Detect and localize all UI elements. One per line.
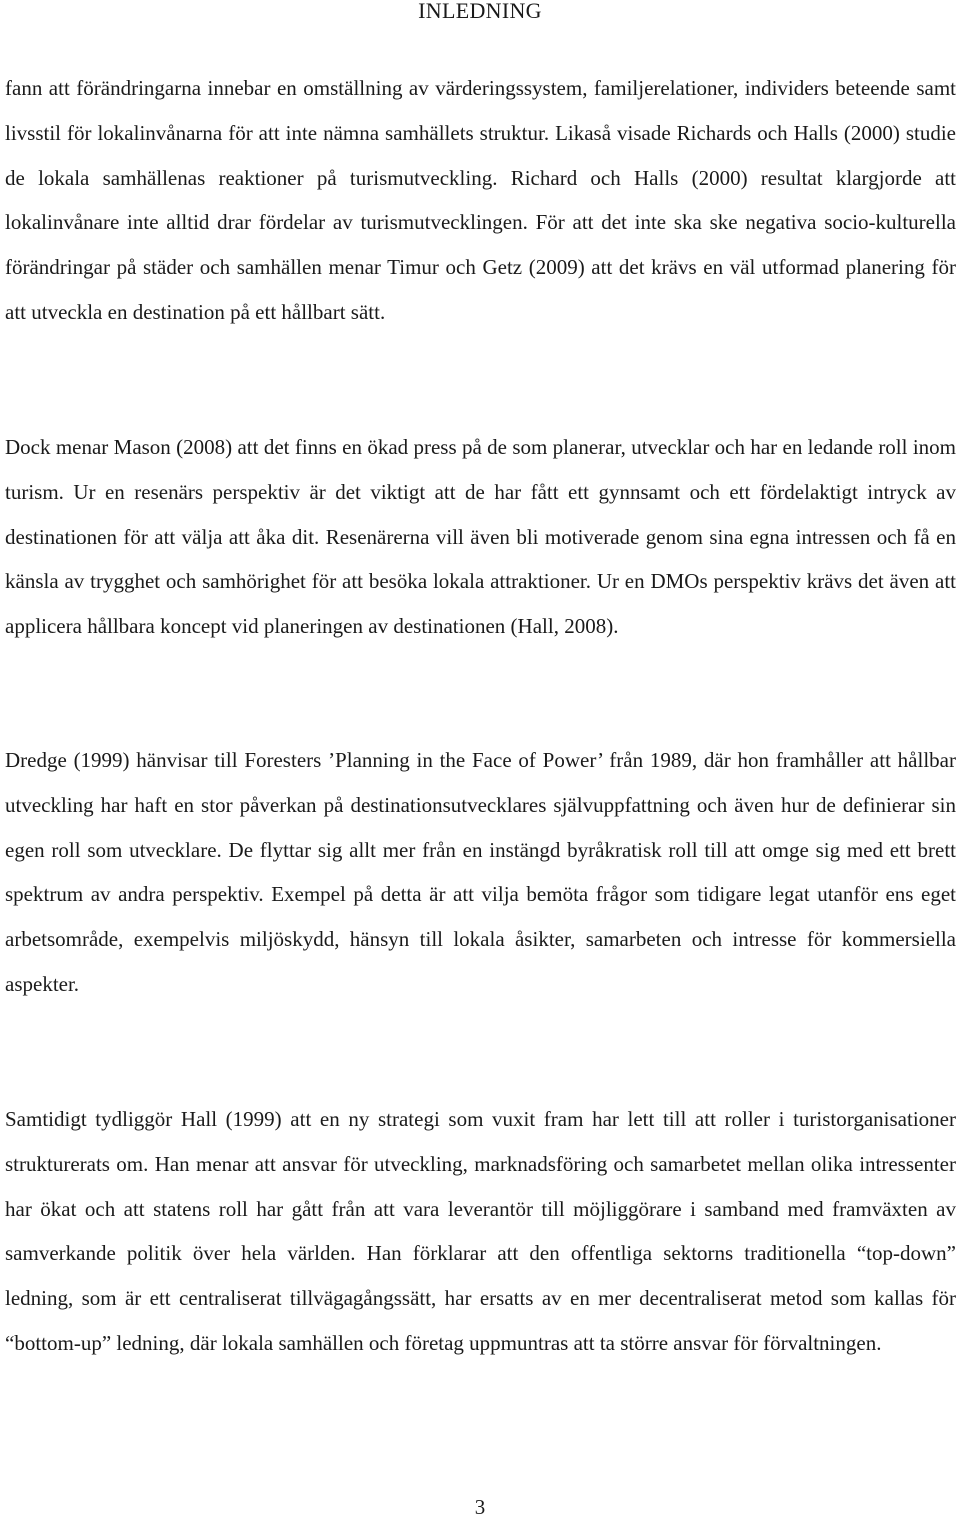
body-paragraph: Samtidigt tydliggör Hall (1999) att en ny strategi som vuxit fram har lett till att roller i turistorganisationer strukturerats om. Han menar att ansvar för utveckling, marknadsföring och samarbetet mellan olika intressenter har ökat och att statens roll har gått från att vara leverantör till möjliggörare i samband med framväxten av samverkande politik över hela världen. Han förklarar att den offentliga sektorns traditionella “top-down” ledning, som är ett centraliserat tillvägagångssätt, har ersatts av en mer decentraliserat metod som kallas för “bottom-up” ledning, där lokala samhällen och företag uppmuntras att ta större ansvar för förvaltningen. <box>5 1107 956 1355</box>
page-header: INLEDNING <box>418 0 542 23</box>
body-paragraph: Dredge (1999) hänvisar till Foresters ’Planning in the Face of Power’ från 1989, där hon framhåller att hållbar utveckling har haft en stor påverkan på destinationsutvecklares självuppfattning och även hur de definierar sin egen roll som utvecklare. De flyttar sig allt mer från en instängd byråkratisk roll till att omge sig med ett brett spektrum av andra perspektiv. Exempel på detta är att vilja bemöta frågor som tidigare legat utanför ens eget arbetsområde, exempelvis miljöskydd, hänsyn till lokala åsikter, samarbeten och intresse för kommersiella aspekter. <box>5 748 956 996</box>
body-paragraph: fann att förändringarna innebar en omställning av värderingssystem, familjerelationer, individers beteende samt livsstil för lokalinvånarna för att inte nämna samhällets struktur. Likaså visade Richards och Halls (2000) studie de lokala samhällenas reaktioner på turismutveckling. Richard och Halls (2000) resultat klargjorde att lokalinvånare inte alltid drar fördelar av turismutvecklingen. För att det inte ska ske negativa socio-kulturella förändringar på städer och samhällen menar Timur och Getz (2009) att det krävs en väl utformad planering för att utveckla en destination på ett hållbart sätt. <box>5 76 956 324</box>
page-number: 3 <box>474 1495 486 1519</box>
body-paragraph: Dock menar Mason (2008) att det finns en ökad press på de som planerar, utvecklar och har en ledande roll inom turism. Ur en resenärs perspektiv är det viktigt att de har fått ett gynnsamt och ett fördelaktigt intryck av destinationen för att välja att åka dit. Resenärerna vill även bli motiverade genom sina egna intressen och få en känsla av trygghet och samhörighet för att besöka lokala attraktioner. Ur en DMOs perspektiv krävs det även att applicera hållbara koncept vid planeringen av destinationen (Hall, 2008). <box>5 435 956 639</box>
